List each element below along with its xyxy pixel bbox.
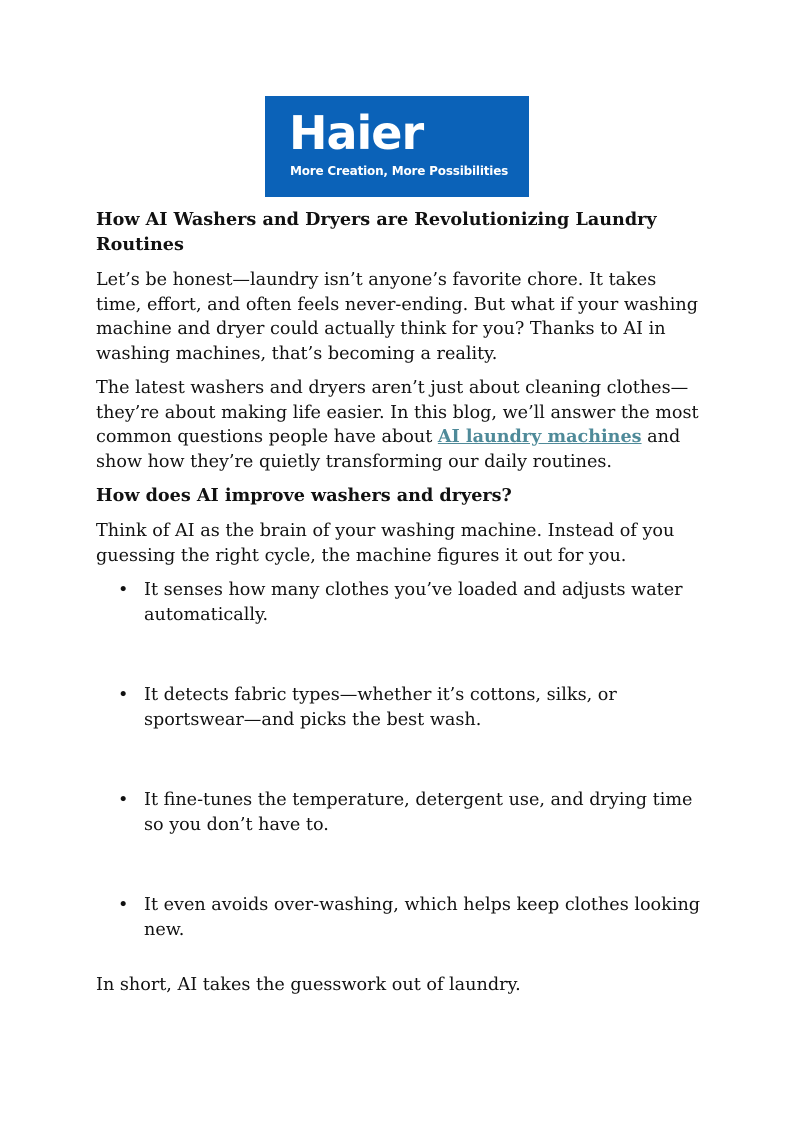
conclusion-paragraph: In short, AI takes the guesswork out of laundry. [96, 975, 521, 995]
section-paragraph: Think of AI as the brain of your washing machine. Instead of you guessing the right cycle, the machine figures it out for you. [96, 521, 675, 566]
intro-paragraph: Let’s be honest—laundry isn’t anyone’s favorite chore. It takes time, effort, and often feels never-ending. But what if your washing machine and dryer could actually think for you? Thanks to AI in washing machines, that’s becoming a reality. [96, 270, 698, 364]
bullet-icon: • [118, 895, 129, 915]
list-item-text: It senses how many clothes you’ve loaded and adjusts water automatically. [144, 580, 683, 625]
second-paragraph-text-end: and show how they’re quietly transforming our daily routines. [96, 427, 681, 472]
second-paragraph [96, 376, 706, 474]
list-item-text: It fine-tunes the temperature, detergent use, and drying time so you don’t have to. [144, 790, 693, 835]
haier-logo [265, 96, 529, 197]
list-item-text: It detects fabric types—whether it’s cottons, silks, or sportswear—and picks the best wash. [144, 685, 617, 730]
logo-tagline: More Creation, More Possibilities [290, 164, 509, 178]
bullet-icon: • [118, 685, 129, 705]
bullet-icon: • [118, 580, 129, 600]
article-title: How AI Washers and Dryers are Revolutionizing Laundry Routines [96, 209, 657, 255]
list-item-text: It even avoids over-washing, which helps keep clothes looking new. [144, 895, 701, 940]
logo-wordmark: Haier [289, 106, 424, 160]
bullet-icon: • [118, 790, 129, 810]
second-paragraph-text-start: The latest washers and dryers aren’t just about cleaning clothes—they’re about making life easier. In this blog, we’ll answer the most common questions people have about [96, 378, 699, 447]
ai-laundry-machines-link[interactable]: AI laundry machines [437, 426, 642, 447]
section-heading: How does AI improve washers and dryers? [96, 485, 512, 506]
